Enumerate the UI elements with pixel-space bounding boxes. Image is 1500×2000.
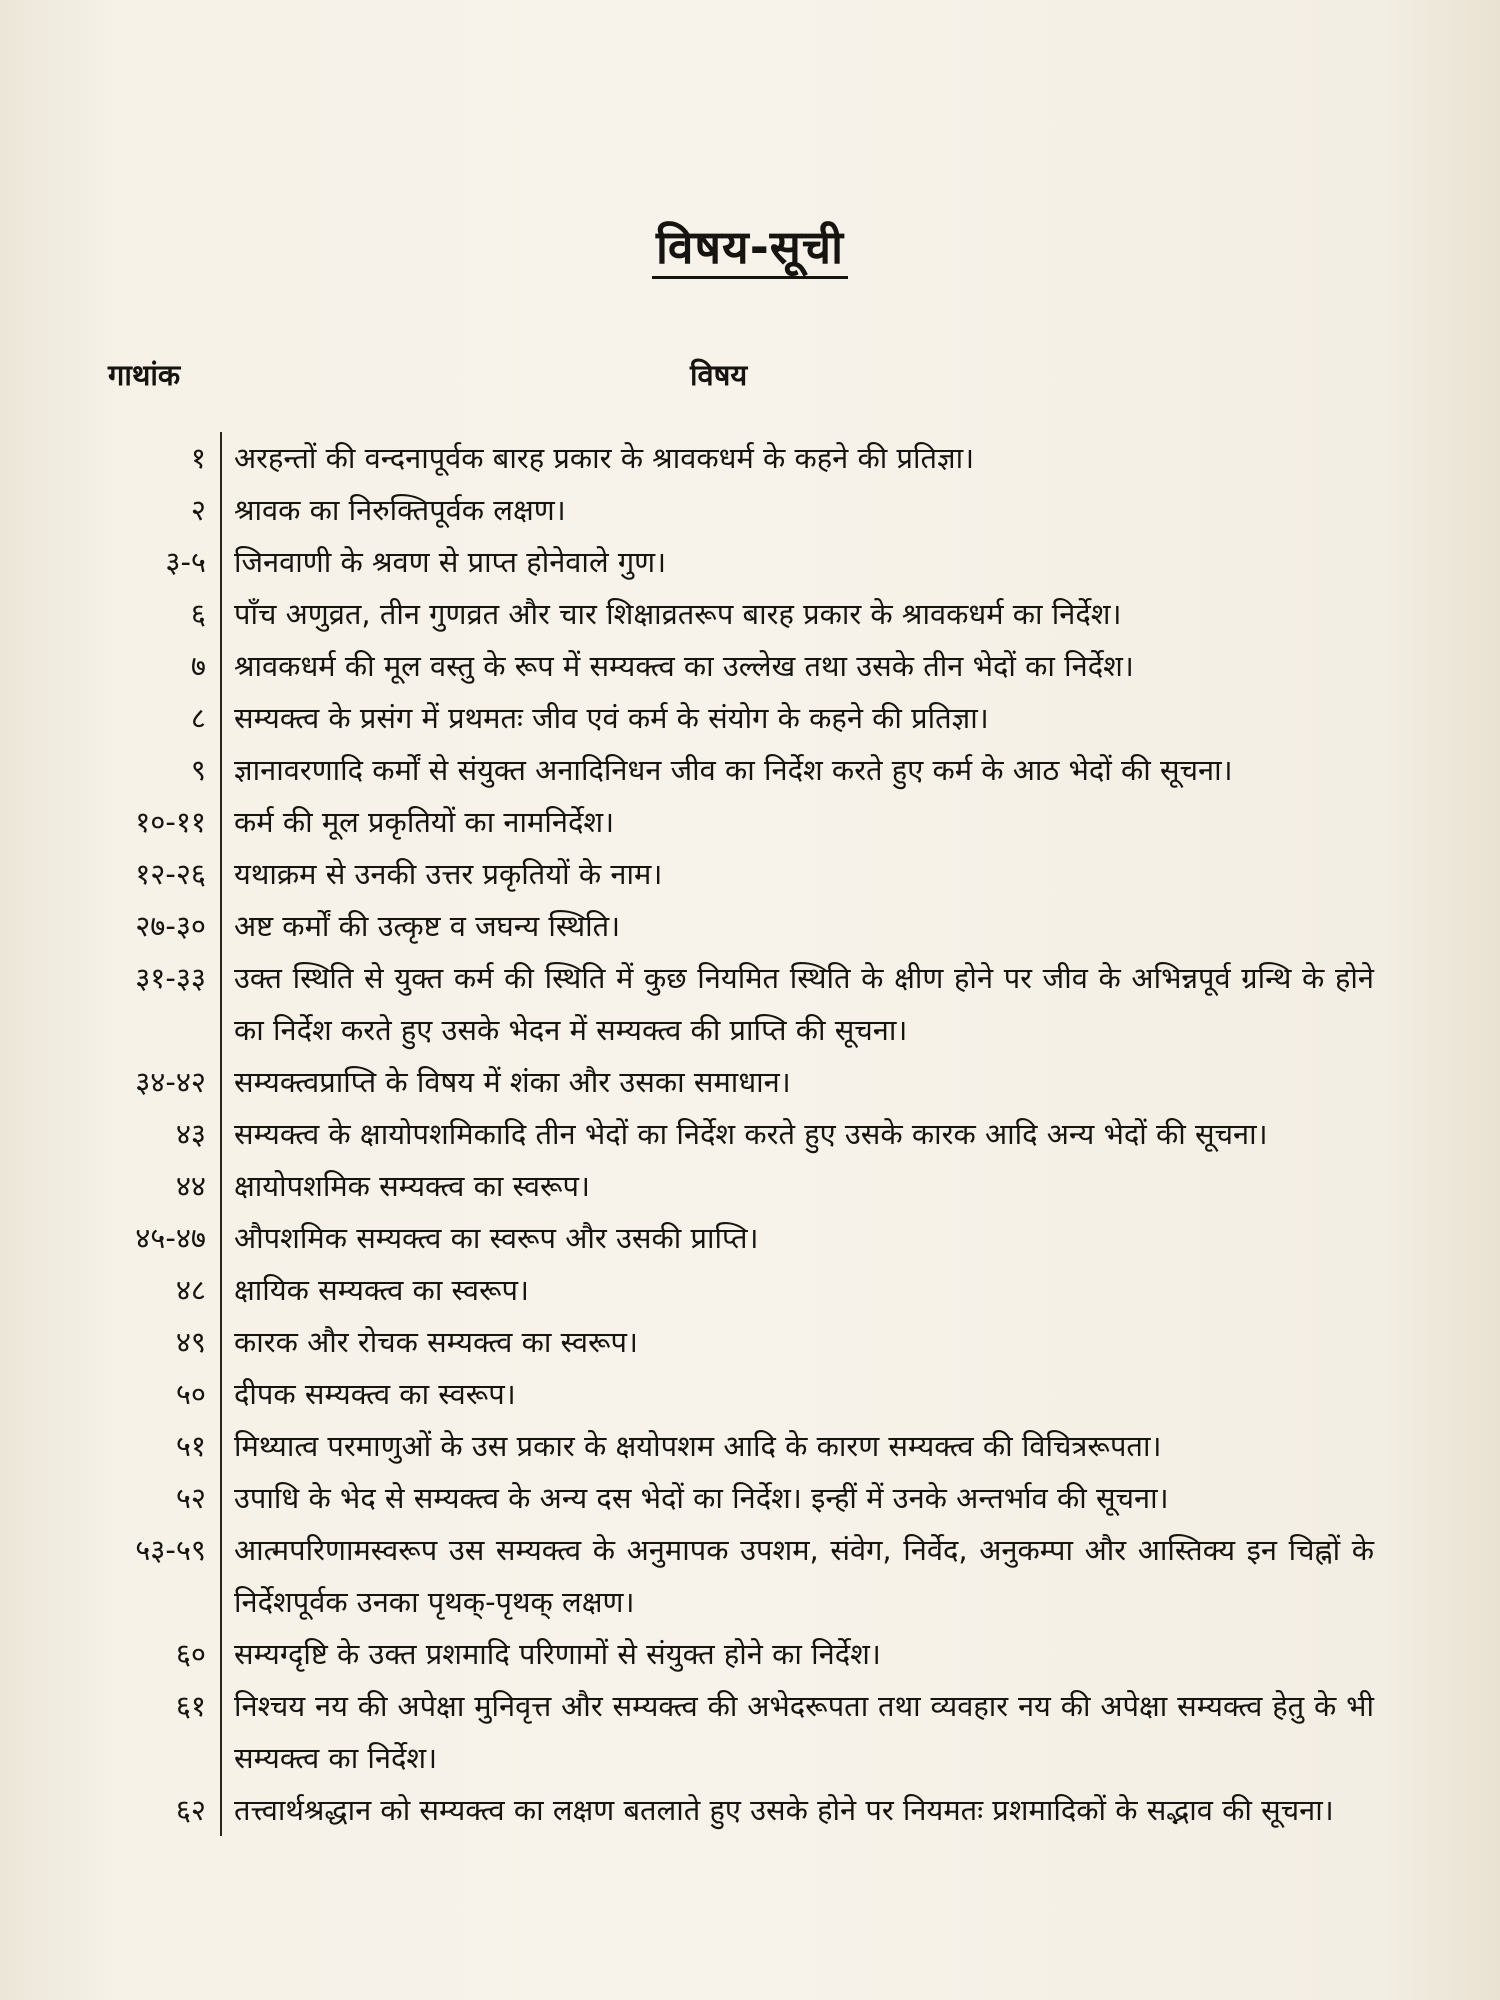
gatha-number: ४३	[175, 1117, 206, 1151]
topic-text: श्रावक का निरुक्तिपूर्वक लक्षण।	[234, 493, 566, 527]
topic-text: जिनवाणी के श्रवण से प्राप्त होनेवाले गुण।	[234, 545, 667, 579]
gatha-number: ४८	[175, 1273, 206, 1307]
column-rule	[220, 1212, 222, 1264]
gatha-number: १	[190, 441, 206, 475]
column-rule	[220, 796, 222, 848]
column-rule	[220, 1524, 222, 1628]
column-rule	[220, 848, 222, 900]
toc-row	[0, 536, 1500, 588]
column-rule	[220, 640, 222, 692]
topic-text: अष्ट कर्मों की उत्कृष्ट व जघन्य स्थिति।	[234, 909, 621, 943]
vishay-column-header: विषय	[690, 358, 748, 392]
gatha-number: ५१	[175, 1429, 206, 1463]
topic-text: दीपक सम्यक्त्व का स्वरूप।	[234, 1377, 516, 1411]
gatha-number: ७	[190, 649, 206, 683]
toc-row	[0, 432, 1500, 484]
topic-text: अरहन्तों की वन्दनापूर्वक बारह प्रकार के श्रावकधर्म के कहने की प्रतिज्ञा।	[234, 441, 975, 475]
topic-text: औपशमिक सम्यक्त्व का स्वरूप और उसकी प्राप्ति।	[234, 1221, 759, 1255]
gatha-number: ८	[190, 701, 206, 735]
gatha-number: ३४-४२	[135, 1065, 206, 1099]
toc-row	[0, 744, 1500, 796]
topic-text: निश्चय नय की अपेक्षा मुनिवृत्त और सम्यक्त्व की अभेदरूपता तथा व्यवहार नय की अपेक्षा सम्यक्त्व हेतु के भी सम्यक्त्व का निर्देश।	[234, 1689, 1374, 1775]
gatha-number: ४५-४७	[135, 1221, 206, 1255]
column-rule	[220, 432, 222, 484]
toc-row	[0, 484, 1500, 536]
gatha-number: ६०	[175, 1637, 206, 1671]
topic-text: मिथ्यात्व परमाणुओं के उस प्रकार के क्षयोपशम आदि के कारण सम्यक्त्व की विचित्ररूपता।	[234, 1429, 1162, 1463]
toc-row	[0, 1784, 1500, 1836]
column-rule	[220, 1680, 222, 1784]
column-rule	[220, 744, 222, 796]
gatha-number: १०-११	[135, 805, 206, 839]
table-of-contents	[0, 432, 1500, 1836]
toc-row	[0, 1212, 1500, 1264]
toc-row	[0, 1680, 1500, 1784]
column-rule	[220, 1368, 222, 1420]
toc-row	[0, 900, 1500, 952]
column-rule	[220, 900, 222, 952]
toc-row	[0, 1264, 1500, 1316]
gatha-number: ४९	[175, 1325, 206, 1359]
page-title: विषय-सूची	[0, 215, 1500, 277]
gatha-number: ६१	[175, 1689, 206, 1723]
gatha-number: २	[190, 493, 206, 527]
topic-text: तत्त्वार्थश्रद्धान को सम्यक्त्व का लक्षण बतलाते हुए उसके होने पर नियमतः प्रशमादिकों के सद्भाव की सूचना।	[234, 1793, 1334, 1827]
gatha-number: ५३-५९	[135, 1533, 206, 1567]
topic-text: उपाधि के भेद से सम्यक्त्व के अन्य दस भेदों का निर्देश। इन्हीं में उनके अन्तर्भाव की सूचना।	[234, 1481, 1169, 1515]
column-rule	[220, 1420, 222, 1472]
column-rule	[220, 1628, 222, 1680]
gatha-number: ५२	[175, 1481, 206, 1515]
gatha-number: ३१-३३	[135, 961, 206, 995]
column-rule	[220, 1264, 222, 1316]
column-rule	[220, 484, 222, 536]
column-rule	[220, 1472, 222, 1524]
gatha-number: २७-३०	[135, 909, 206, 943]
gatha-number: ९	[190, 753, 206, 787]
topic-text: क्षायिक सम्यक्त्व का स्वरूप।	[234, 1273, 529, 1307]
topic-text: आत्मपरिणामस्वरूप उस सम्यक्त्व के अनुमापक उपशम, संवेग, निर्वेद, अनुकम्पा और आस्तिक्य इन चिह्नों के निर्देशपूर्वक उनका पृथक्-पृथक् लक्षण।	[234, 1533, 1374, 1619]
topic-text: सम्यक्त्व के क्षायोपशमिकादि तीन भेदों का निर्देश करते हुए उसके कारक आदि अन्य भेदों की सूचना।	[234, 1117, 1268, 1151]
column-rule	[220, 692, 222, 744]
topic-text: श्रावकधर्म की मूल वस्तु के रूप में सम्यक्त्व का उल्लेख तथा उसके तीन भेदों का निर्देश।	[234, 649, 1134, 683]
toc-row	[0, 1160, 1500, 1212]
toc-row	[0, 1108, 1500, 1160]
column-rule	[220, 1784, 222, 1836]
column-rule	[220, 588, 222, 640]
toc-row	[0, 1316, 1500, 1368]
gatha-number: ६२	[175, 1793, 206, 1827]
gatha-number: १२-२६	[135, 857, 206, 891]
column-rule	[220, 536, 222, 588]
column-rule	[220, 1056, 222, 1108]
toc-row	[0, 848, 1500, 900]
topic-text: सम्यक्त्वप्राप्ति के विषय में शंका और उसका समाधान।	[234, 1065, 791, 1099]
column-rule	[220, 1160, 222, 1212]
topic-text: क्षायोपशमिक सम्यक्त्व का स्वरूप।	[234, 1169, 590, 1203]
toc-row	[0, 1420, 1500, 1472]
gatha-number: ६	[190, 597, 206, 631]
topic-text: कर्म की मूल प्रकृतियों का नामनिर्देश।	[234, 805, 615, 839]
column-rule	[220, 952, 222, 1056]
toc-row	[0, 1056, 1500, 1108]
toc-row	[0, 588, 1500, 640]
gathank-column-header: गाथांक	[108, 358, 181, 392]
column-rule	[220, 1316, 222, 1368]
topic-text: उक्त स्थिति से युक्त कर्म की स्थिति में कुछ नियमित स्थिति के क्षीण होने पर जीव के अभिन्नपूर्व ग्रन्थि के होने का निर्देश करते हुए उसके भेदन में सम्यक्त्व की प्राप्ति की सूचना।	[234, 961, 1374, 1047]
topic-text: पाँच अणुव्रत, तीन गुणव्रत और चार शिक्षाव्रतरूप बारह प्रकार के श्रावकधर्म का निर्देश।	[234, 597, 1122, 631]
toc-row	[0, 692, 1500, 744]
toc-row	[0, 796, 1500, 848]
topic-text: सम्यग्दृष्टि के उक्त प्रशमादि परिणामों से संयुक्त होने का निर्देश।	[234, 1637, 881, 1671]
gatha-number: ४४	[175, 1169, 206, 1203]
toc-row	[0, 640, 1500, 692]
topic-text: सम्यक्त्व के प्रसंग में प्रथमतः जीव एवं कर्म के संयोग के कहने की प्रतिज्ञा।	[234, 701, 989, 735]
topic-text: ज्ञानावरणादि कर्मों से संयुक्त अनादिनिधन जीव का निर्देश करते हुए कर्म के आठ भेदों की सूचना।	[234, 753, 1233, 787]
column-rule	[220, 1108, 222, 1160]
topic-text: कारक और रोचक सम्यक्त्व का स्वरूप।	[234, 1325, 638, 1359]
toc-row	[0, 1524, 1500, 1628]
toc-row	[0, 1472, 1500, 1524]
gatha-number: ३-५	[165, 545, 206, 579]
toc-row	[0, 1368, 1500, 1420]
toc-row	[0, 952, 1500, 1056]
gatha-number: ५०	[175, 1377, 206, 1411]
toc-row	[0, 1628, 1500, 1680]
topic-text: यथाक्रम से उनकी उत्तर प्रकृतियों के नाम।	[234, 857, 663, 891]
